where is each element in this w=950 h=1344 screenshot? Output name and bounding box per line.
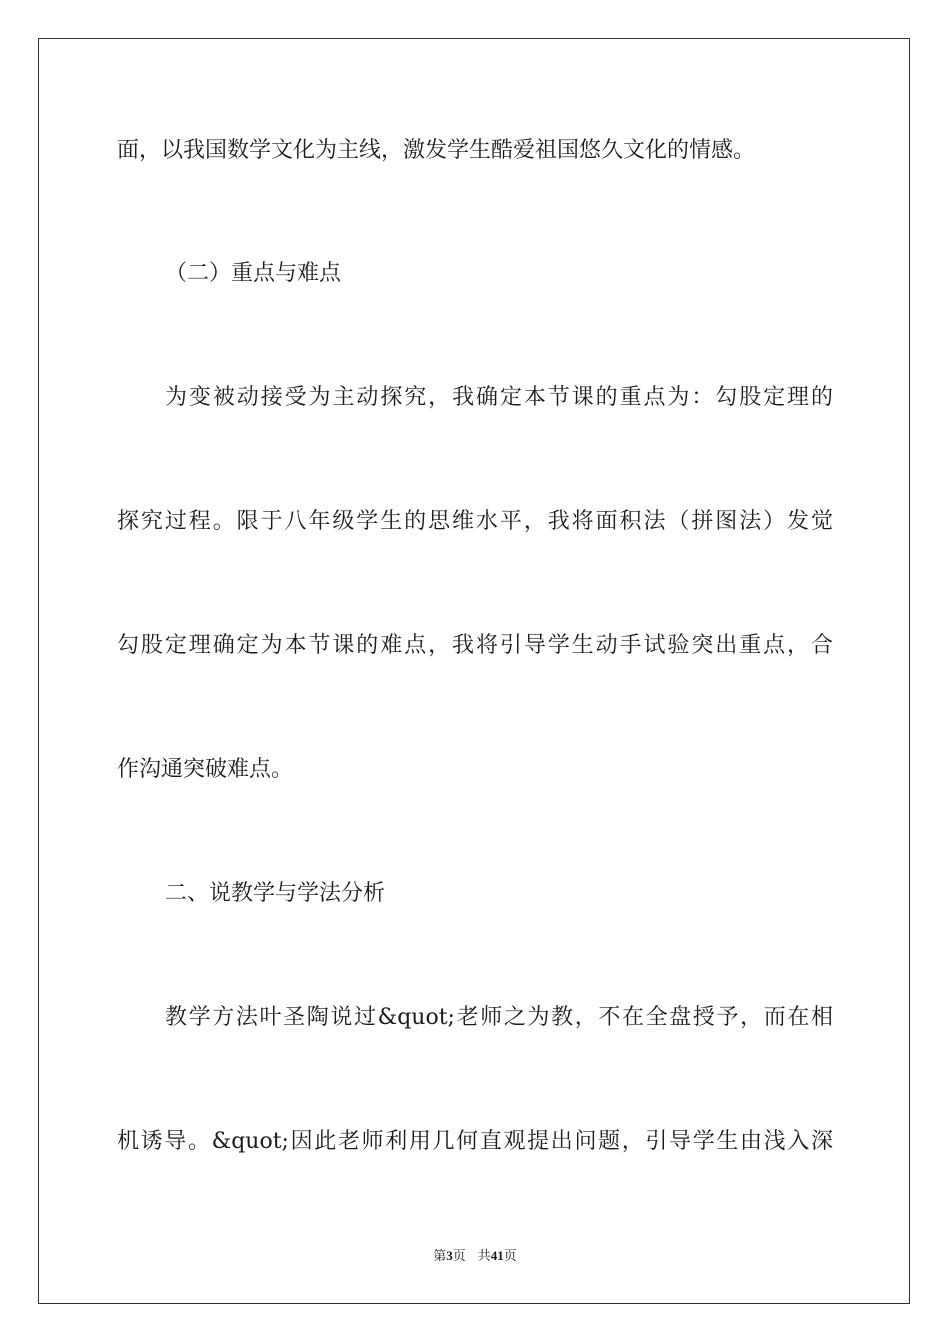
section-heading-key-points: （二）重点与难点	[165, 261, 342, 286]
paragraph-line: 作沟通突破难点。	[117, 757, 294, 782]
page-footer	[0, 1247, 950, 1265]
footer-page-prefix: 第	[433, 1248, 447, 1263]
footer-total-prefix: 共	[477, 1248, 491, 1263]
paragraph-line: 教学方法叶圣陶说过&quot;老师之为教，不在全盘授予，而在相	[165, 1005, 833, 1030]
paragraph-line: 为变被动接受为主动探究，我确定本节课的重点为：勾股定理的	[165, 385, 833, 410]
paragraph-line: 探究过程。限于八年级学生的思维水平，我将面积法（拼图法）发觉	[117, 509, 833, 534]
footer-page-suffix: 页	[452, 1248, 466, 1263]
footer-page-number: 3	[446, 1248, 453, 1263]
footer-total-pages: 41	[490, 1248, 504, 1263]
section-heading-teaching: 二、说教学与学法分析	[165, 881, 386, 906]
paragraph-line: 勾股定理确定为本节课的难点，我将引导学生动手试验突出重点，合	[117, 633, 833, 658]
page-border	[38, 38, 910, 1304]
footer-total-suffix: 页	[503, 1248, 517, 1263]
paragraph-line: 机诱导。&quot;因此老师利用几何直观提出问题，引导学生由浅入深	[117, 1129, 833, 1154]
paragraph-line: 面，以我国数学文化为主线，激发学生酷爱祖国悠久文化的情感。	[117, 138, 756, 163]
